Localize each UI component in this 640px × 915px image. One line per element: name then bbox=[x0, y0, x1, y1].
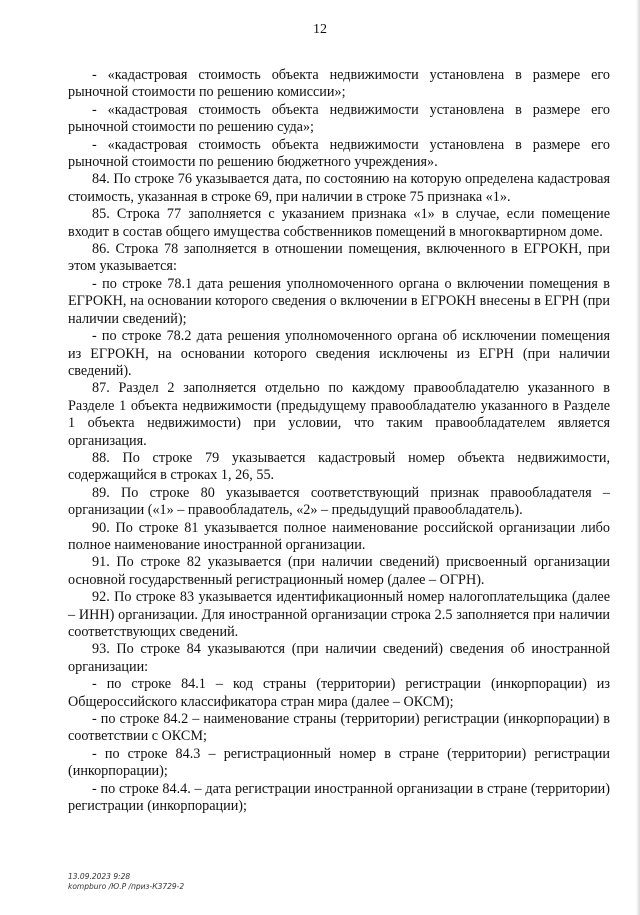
paragraph: 86. Строка 78 заполняется в отношении помещения, включенного в ЕГРОКН, при этом указывается: bbox=[68, 241, 610, 275]
paragraph: - по строке 78.1 дата решения уполномоченного органа о включении помещения в ЕГРОКН, на основании которого сведения о включении в ЕГРОКН внесены в ЕГРН (при наличии сведений); bbox=[68, 275, 610, 327]
paragraph: 93. По строке 84 указываются (при наличии сведений) сведения об иностранной организации: bbox=[68, 641, 610, 675]
paragraph: - «кадастровая стоимость объекта недвижимости установлена в размере его рыночной стоимости по решению суда»; bbox=[68, 101, 610, 136]
paragraph: 92. По строке 83 указывается идентификационный номер налогоплательщика (далее – ИНН) организации. Для иностранной организации строка 2.5 заполняется при наличии соответствующих сведений. bbox=[68, 589, 610, 640]
paragraph: - по строке 84.2 – наименование страны (территории) регистрации (инкорпорации) в соответствии с ОКСМ; bbox=[68, 711, 610, 745]
paragraph: - «кадастровая стоимость объекта недвижимости установлена в размере его рыночной стоимости по решению комиссии»; bbox=[68, 67, 610, 101]
paragraph: 89. По строке 80 указывается соответствующий признак правообладателя – организации («1» – правообладатель, «2» – предыдущий правообладатель). bbox=[68, 484, 610, 519]
scan-edge-shadow bbox=[636, 0, 640, 915]
paragraph: 88. По строке 79 указывается кадастровый номер объекта недвижимости, содержащийся в строках 1, 26, 55. bbox=[68, 449, 610, 484]
paragraph: 87. Раздел 2 заполняется отдельно по каждому правообладателю указанного в Разделе 1 объекта недвижимости (предыдущему правообладателю указанного в Разделе 1 объекта недвижимости) при условии, что таким правообладателем является организация. bbox=[68, 380, 610, 449]
paragraph: - по строке 84.3 – регистрационный номер в стране (территории) регистрации (инкорпорации); bbox=[68, 745, 610, 780]
document-body bbox=[68, 67, 610, 815]
paragraph: 84. По строке 76 указывается дата, по состоянию на которую определена кадастровая стоимость, указанная в строке 69, при наличии в строке 75 признака «1». bbox=[68, 171, 610, 205]
paragraph: 91. По строке 82 указывается (при наличии сведений) присвоенный организации основной государственный регистрационный номер (далее – ОГРН). bbox=[68, 554, 610, 588]
paragraph: 85. Строка 77 заполняется с указанием признака «1» в случае, если помещение входит в состав общего имущества собственников помещений в многоквартирном доме. bbox=[68, 206, 610, 240]
paragraph: - «кадастровая стоимость объекта недвижимости установлена в размере его рыночной стоимости по решению бюджетного учреждения». bbox=[68, 136, 610, 171]
footer-path: kompburo /Ю.Р /приз-К3729-2 bbox=[68, 882, 185, 891]
paragraph: - по строке 84.4. – дата регистрации иностранной организации в стране (территории) регистрации (инкорпорации); bbox=[68, 780, 610, 815]
document-footer bbox=[68, 872, 184, 892]
paragraph: 90. По строке 81 указывается полное наименование российской организации либо полное наименование иностранной организации. bbox=[68, 519, 610, 553]
footer-date: 13.09.2023 9:28 bbox=[68, 872, 131, 881]
paragraph: - по строке 84.1 – код страны (территории) регистрации (инкорпорации) из Общероссийского классификатора стран мира (далее – ОКСМ); bbox=[68, 676, 610, 710]
paragraph: - по строке 78.2 дата решения уполномоченного органа об исключении помещения из ЕГРОКН, на основании которого сведения исключены из ЕГРН (при наличии сведений). bbox=[68, 328, 610, 379]
page-number: 12 bbox=[313, 22, 327, 37]
